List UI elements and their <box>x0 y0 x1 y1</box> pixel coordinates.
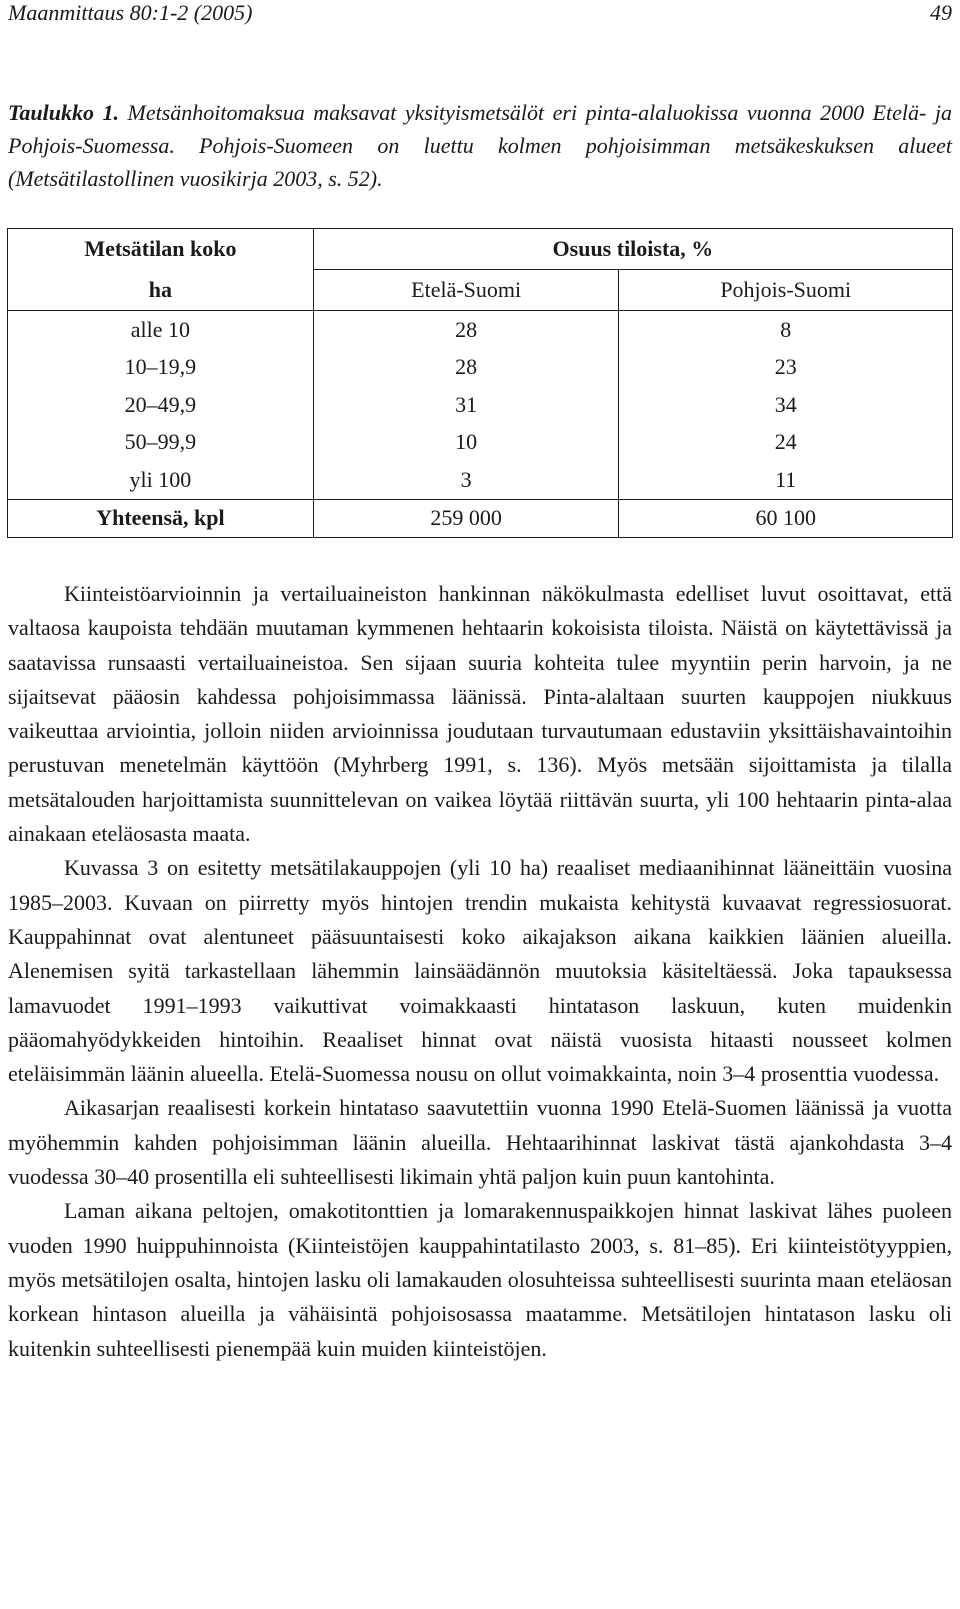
cell-north: 24 <box>619 424 953 462</box>
paragraph: Kiinteistöarvioinnin ja vertailuaineiston hankinnan näkökulmasta edelliset luvut osoittavat, että valtaosa kaupoista tehdään muutaman kymmenen hehtaarin kokoisista tiloista. Näistä on käytettävissä ja saatavissa runsaasti vertailuaineistoa. Sen sijaan suuria kohteita tulee myyntiin perin harvoin, ja ne sijaitsevat pääosin kahdessa pohjoisimmassa läänissä. Pinta-alaltaan suurten kauppojen niukkuus vaikeuttaa arviointia, jolloin niiden arvioinnissa joudutaan turvautumaan edustaviin yksittäishavaintoihin perustuvan menetelmän käyttöön (Myhrberg 1991, s. 136). Myös metsään sijoittamista ja tilalla metsätalouden harjoittamista suunnittelevan on vaikea löytää riittävän suurta, yli 100 hehtaarin pinta-alaa ainakaan eteläosasta maata. <box>8 581 952 847</box>
table-header-row <box>8 229 953 270</box>
table-row <box>8 461 953 499</box>
total-north: 60 100 <box>619 499 953 538</box>
header-size: Metsätilan koko <box>8 229 314 270</box>
header-unit: ha <box>8 270 314 311</box>
cell-south: 10 <box>313 424 619 462</box>
cell-north: 8 <box>619 311 953 349</box>
table-caption <box>8 96 952 195</box>
caption-text: Metsänhoitomaksua maksavat yksityismetsälöt eri pinta-alaluokissa vuonna 2000 Etelä- ja Pohjois-Suomessa. Pohjois-Suomeen on luettu kolmen pohjoisimman metsäkeskuksen alueet (Metsätilastollinen vuosikirja 2003, s. 52). <box>8 100 952 191</box>
total-south: 259 000 <box>313 499 619 538</box>
running-header <box>8 0 952 28</box>
header-south: Etelä-Suomi <box>313 270 619 311</box>
cell-north: 34 <box>619 386 953 424</box>
paragraph: Aikasarjan reaalisesti korkein hintataso saavutettiin vuonna 1990 Etelä-Suomen läänissä ja vuotta myöhemmin kahden pohjoisimman läänin alueilla. Hehtaarihinnat laskivat tästä ajankohdasta 3–4 vuodessa 30–40 prosentilla eli suhteellisesti likimain yhtä paljon kuin puun kantohinta. <box>8 1095 952 1190</box>
cell-size: 10–19,9 <box>8 349 314 387</box>
data-table <box>7 228 953 538</box>
table-row <box>8 349 953 387</box>
caption-label: Taulukko 1. <box>8 100 120 125</box>
cell-size: alle 10 <box>8 311 314 349</box>
total-label: Yhteensä, kpl <box>8 499 314 538</box>
table-row <box>8 311 953 349</box>
table-subheader-row <box>8 270 953 311</box>
table-row <box>8 386 953 424</box>
cell-north: 23 <box>619 349 953 387</box>
cell-south: 28 <box>313 349 619 387</box>
header-north: Pohjois-Suomi <box>619 270 953 311</box>
cell-south: 3 <box>313 461 619 499</box>
cell-size: 50–99,9 <box>8 424 314 462</box>
cell-north: 11 <box>619 461 953 499</box>
page-number: 49 <box>930 0 952 25</box>
paragraph: Laman aikana peltojen, omakotitonttien ja lomarakennuspaikkojen hinnat laskivat lähes puoleen vuoden 1990 huippuhinnoista (Kiinteistöjen kauppahintatilasto 2003, s. 81–85). Eri kiinteistötyyppien, myös metsätilojen osalta, hintojen lasku oli lamakauden olosuhteissa suhteellisesti suurinta maan eteläosan korkean hintason alueilla ja vähäisintä pohjoisosassa maatamme. Metsätilojen hintatason lasku oli kuitenkin suhteellisesti pienempää kuin muiden kiinteistöjen. <box>8 1198 952 1361</box>
table-total-row <box>8 499 953 538</box>
cell-size: 20–49,9 <box>8 386 314 424</box>
cell-south: 31 <box>313 386 619 424</box>
cell-size: yli 100 <box>8 461 314 499</box>
body-text <box>8 577 952 1366</box>
table-row <box>8 424 953 462</box>
paragraph: Kuvassa 3 on esitetty metsätilakauppojen (yli 10 ha) reaaliset mediaanihinnat lääneittäin vuosina 1985–2003. Kuvaan on piirretty myös hintojen trendin mukaista kehitystä kuvaavat regressiosuorat. Kauppahinnat ovat alentuneet pääsuuntaisesti koko aikajakson aikana kaikkien läänien alueilla. Alenemisen syitä tarkastellaan lähemmin lainsäädännön muutoksia käsiteltäessä. Joka tapauksessa lamavuodet 1991–1993 vaikuttivat voimakkaasti hintatason laskuun, kuten muidenkin pääomahyödykkeiden hintoihin. Reaaliset hinnat ovat näistä vuosista hitaasti nousseet kolmen eteläisimmän läänin alueella. Etelä-Suomessa nousu on ollut voimakkainta, noin 3–4 prosenttia vuodessa. <box>8 855 952 1087</box>
journal-title: Maanmittaus 80:1-2 (2005) <box>8 0 253 25</box>
cell-south: 28 <box>313 311 619 349</box>
header-share-group: Osuus tiloista, % <box>313 229 952 270</box>
